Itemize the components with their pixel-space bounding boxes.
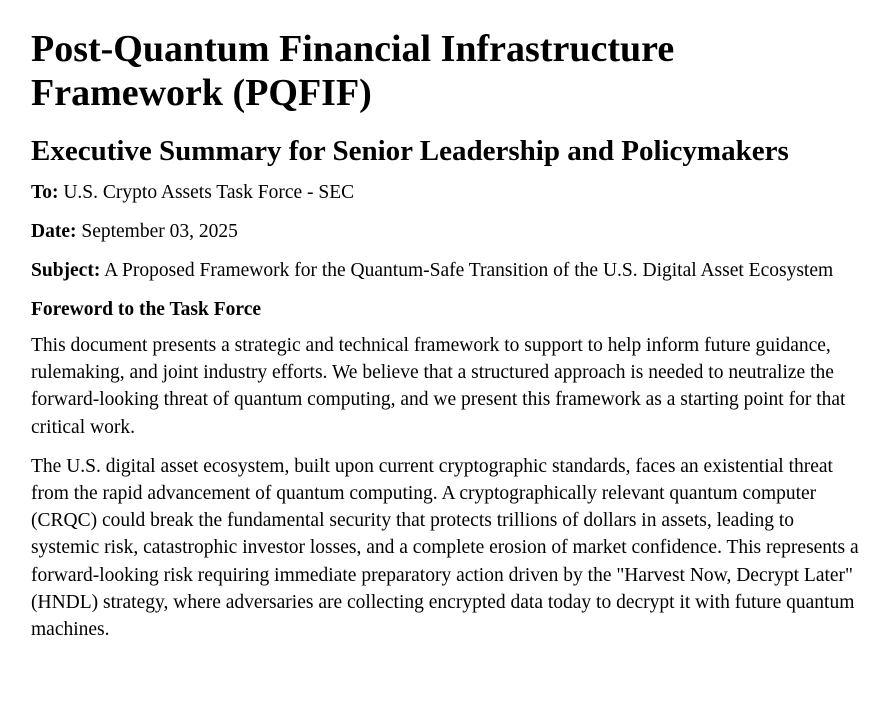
date-line xyxy=(31,219,861,245)
to-value: U.S. Crypto Assets Task Force - SEC xyxy=(63,182,355,203)
subject-label: Subject: xyxy=(31,260,101,281)
subject-value: A Proposed Framework for the Quantum-Safe Transition of the U.S. Digital Asset Ecosystem xyxy=(104,260,834,281)
paragraph-threat: The U.S. digital asset ecosystem, built upon current cryptographic standards, faces an existential threat from the rapid advancement of quantum computing. A cryptographically relevant quantum computer (CRQC) could break the fundamental security that protects trillions of dollars in assets, leading to systemic risk, catastrophic investor losses, and a complete erosion of market confidence. This represents a forward-looking risk requiring immediate preparatory action driven by the "Harvest Now, Decrypt Later" (HNDL) strategy, where adversaries are collecting encrypted data today to decrypt it with future quantum machines. xyxy=(31,455,859,641)
document-title: Post-Quantum Financial Infrastructure Framework (PQFIF) xyxy=(31,28,675,114)
paragraph-foreword: This document presents a strategic and technical framework to support to help inform future guidance, rulemaking, and joint industry efforts. We believe that a structured approach is needed to neutralize the forward-looking threat of quantum computing, and we present this framework as a starting point for that critical work. xyxy=(31,335,846,438)
to-line xyxy=(31,180,861,206)
date-value: September 03, 2025 xyxy=(81,221,238,242)
document-subtitle: Executive Summary for Senior Leadership and Policymakers xyxy=(31,135,789,167)
foreword-heading: Foreword to the Task Force xyxy=(31,299,262,320)
subject-line xyxy=(31,258,861,284)
date-label: Date: xyxy=(31,221,77,242)
to-label: To: xyxy=(31,182,59,203)
